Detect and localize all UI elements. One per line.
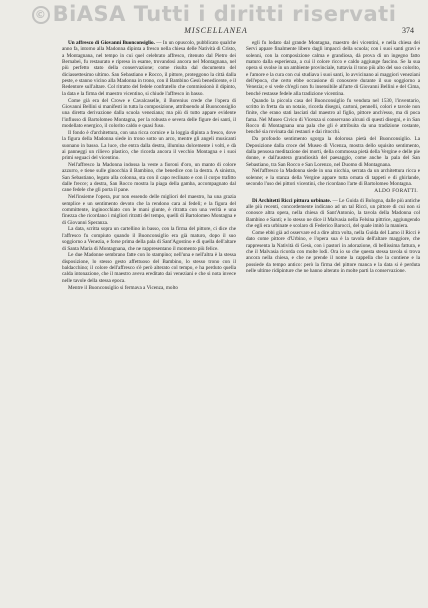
page-number: 374 xyxy=(402,26,414,35)
article-paragraph: Mentre il Buonconsiglio si fermava a Vicenza, molto xyxy=(68,284,178,291)
article-paragraph xyxy=(62,40,236,97)
article-paragraph: Nell'insieme l'opera, pur non essendo delle migliori del maestro, ha una grazia semplice e un sentimento devoto che la rendono cara ai fedeli; e la figura del committente, inginocchiato con le mani giunte, è ritratta con una verità e una finezza che ricordano i migliori ritratti del tempo, quelli di Bartolomeo Montagna e di Giovanni Speranza. xyxy=(62,194,236,226)
copyright-watermark xyxy=(0,2,428,26)
running-head xyxy=(18,26,414,38)
left-margin xyxy=(0,40,58,606)
article-paragraph: Nell'affresco la Madonna siede in una nicchia, serrata da un architettura ricca e solenne; e la stanza della Vergine appare tutta ornata di tappeti e di ghirlande, secondo l'uso dei pittori vicentini, che ricordano l'arte di Bartolomeo Montagna. xyxy=(246,168,420,188)
watermark-text: BiASA Tutti i diritti riservati xyxy=(52,2,397,26)
article-paragraph: Come ebbi già ad osservare ed a dire altra volta, nella Guida del Lamo il Ricci è dato come pittore d'Urbino, e l'opera sua è la tavola dell'altare maggiore, che rappresenta la Natività di Gesù, con i pastori in adorazione, di bellissima fattura, e che il Malvasia ricorda con molte lodi. Ora io so che questa stessa tavola si trova ancora nella chiesa, e che ne prende il nome la cappella che la contiene e la possiede da tempo antico: però la firma del pittore manca e la data si è perduta nelle ultime ridipinture che ne hanno alterato in molte parti la conservazione. xyxy=(246,229,420,275)
article-paragraph: La data, scritta sopra un cartellino in basso, con la firma del pittore, ci dice che l'affresco fu compiuto quando il Buonconsiglio era già maturo, dopo il suo soggiorno a Venezia, e forse prima della pala di Sant'Agostino e di quella dell'altare di Santa Maria di Montagnana, che ne rappresentano il momento più felice. xyxy=(62,226,236,252)
second-article-title: Di Architetti Ricci pittura urbinate. xyxy=(252,197,332,204)
article-paragraph: Nell'affresco la Madonna indossa la veste a fioroni d'oro, un manto di colore azzurro, e tiene sulle ginocchia il Bambino, che benedice con la destra. A sinistra, San Sebastiano, legato alla colonna, sta con il capo reclinato e con il corpo trafitto dalle frecce; a destra, San Rocco mostra la piaga della gamba, accompagnato dal cane fedele che gli porta il pane. xyxy=(62,162,236,194)
article-paragraph: Come già era del Crowe e Cavalcaselle, il Borenius crede che l'opera di Giovanni Bellini si manifesti in tutta la composizione, attribuendo al Buonconsiglio una diretta derivazione dalla scuola veneziana; ma più di tutto appare evidente l'influsso di Bartolomeo Montagna, per la robusta e severa delle figure dei santi, il modellato energico, il colorito caldo e quasi fuso. xyxy=(62,97,236,129)
author-signature: ALDO FORATTI. xyxy=(374,188,418,195)
article-paragraph xyxy=(246,198,420,230)
article-paragraph: Da profondo sentimento sgorga la dolorosa pietà del Buonconsiglio. La Deposizione dalla croce del Museo di Vicenza, mostra dello squisito sentimento, dalla pensosa meditazione dei morti, della commossa pietà della Vergine e delle pie donne, e dall'austera grandiosità del paesaggio, come anche la pala del San Sebastiano, tra San Rocco e San Lorenzo, nel Duomo di Montagnana. xyxy=(246,136,420,168)
article-paragraph: Il fondo è d'architettura, con una ricca cornice e la loggia dipinta a fresco, dove la figura della Madonna siede in trono sotto un arco, mentre gli angeli musicanti suonano in basso. La luce, che entra dalla destra, illumina dolcemente i volti, e dà ai panneggi un rilievo plastico, che ricorda ancora il vecchio Montagna e i suoi primi seguaci del vicentino. xyxy=(62,129,236,162)
article-title: Un affresco di Giovanni Buonconsiglio. xyxy=(68,40,155,46)
article-paragraph: egli fu lodato dal grande Montagna, maestro dei vicentini, e nella chiesa dei Servi appare finalmente libero dagli impacci della scuola; con i suoi santi gravi e solenni, con la composizione calma e grandiosa, dà prova di un ingegno fatto maturo dalla esperienza, a cui il colore ricco e caldo aggiunge fascino. Se la sua opera si svolse in un ambiente provinciale, tuttavia il tono più alto del suo colorito, e l'amore e la cura con cui studiava i suoi santi, lo avvicinano ai maggiori veneziani dell'epoca, che certo ebbe occasione di conoscere durante il suo soggiorno a Venezia; e si vede ch'egli non fu insensibile all'arte di Giovanni Bellini e del Cima, benché restasse fedele alla tradizione vicentina. xyxy=(246,40,420,97)
paragraph-text: — Le Guida di Bologna, dalle più antiche alle più recenti, concordemente indicano ad un tal Ricci, un pittore di cui non si conosce altra opera, nella chiesa di Sant'Antonio, la tavola della Madonna col Bambino e Santi; e lo stesso ne dice il Malvasia nella Felsina pittrice, aggiungendo che egli era urbinate e scolaro di Federico Barocci, del quale imitò la maniera. xyxy=(246,197,420,230)
paragraph-text: — In un opuscolo, pubblicato qualche anno fa, intorno alla Madonna dipinta a fresco nella chiesa delle Natività di Cristo, a Montagnana, nel tempo in cui quel celebrato affresco, ritenuto dal Pietro dei Bernabei, fu restaurato e ripreso in esame, trovandosi ancora nel Montagnana, nel più perfetto stato della conservazione; come risulta dal documento del diciassettesimo ultimo. San Sebastiano e Rocco, il pittore, proteggono la città dalla peste, e stanno vicino alla Madonna in trono, con il Bambino Gesù benedicente, e il Redentore sull'altare. Col ritratto del fedele confratello che commissionò il dipinto, la data e la firma del maestro vicentino, si chiude l'affresco in basso. xyxy=(62,40,236,97)
text-columns xyxy=(62,40,420,606)
article-paragraph: Quando la piccola casa del Buonconsiglio fu venduta nel 1530, l'inventario, scritto in fretta da un notaio, ricorda disegni, cartoni, pennelli, colori e tavole non finite, che erano stati lasciati dal maestro al figlio, pittore anch'esso, ma di poca fama. Nel Museo Civico di Vicenza si conservano alcuni di questi disegni, e in San Rocco di Montagnana una pala che gli è attribuita da una tradizione costante, benché sia rovinata dai restauri e dai ritocchi. xyxy=(246,97,420,136)
article-paragraph: Le due Madonne sembrano fatte con lo stampino; nell'una e nell'altra è la stessa disposizione, lo stesso gesto affettuoso del Bambino, lo stesso trono con il baldacchino; il colore dell'affresco s'è però alterato col tempo, e ha perduto quella calda intonazione, che il maestro aveva ereditato dai veneziani e che si nota invece nelle tavole della stessa epoca. xyxy=(62,252,236,284)
right-column xyxy=(246,40,420,606)
left-column xyxy=(62,40,236,606)
running-head-title: MISCELLANEA xyxy=(184,26,248,35)
copyright-icon: © xyxy=(32,6,50,24)
